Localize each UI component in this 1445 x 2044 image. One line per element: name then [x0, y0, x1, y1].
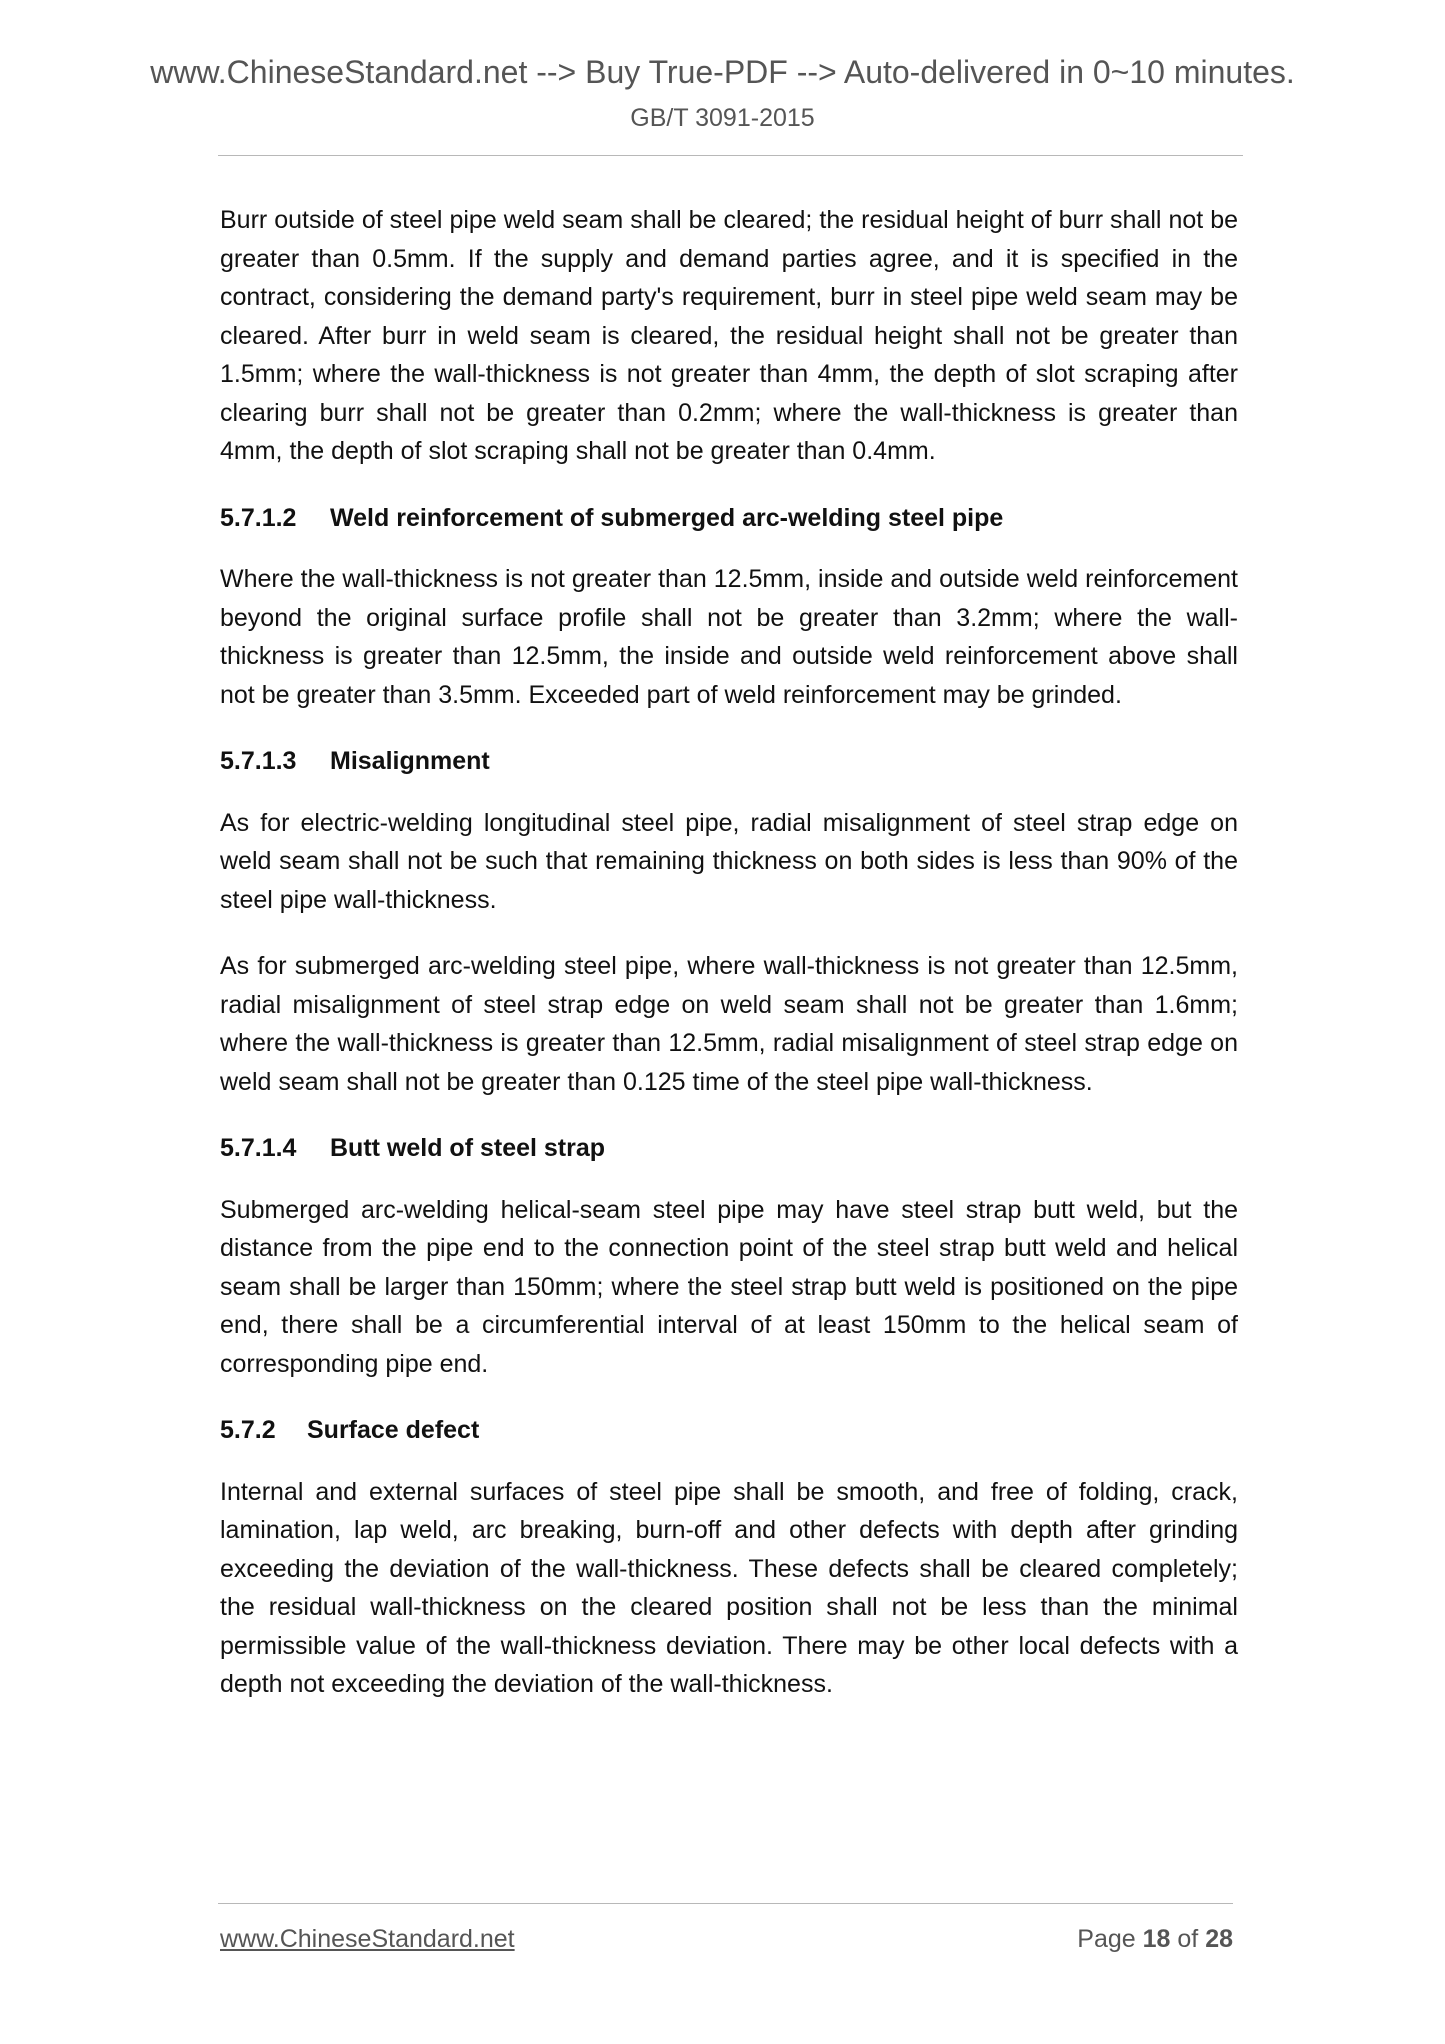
section-paragraph: As for submerged arc-welding steel pipe, where wall-thickness is not greater than 12.5mm, radial misalignment of steel strap edge on weld seam shall not be greater than 1.6mm; where the wall-thickness is greater than 12.5mm, radial misalignment of steel strap edge on weld seam shall not be greater than 0.125 time of the steel pipe wall-thickness. [220, 952, 1238, 1096]
footer-divider [218, 1903, 1233, 1904]
section-paragraph: Internal and external surfaces of steel pipe shall be smooth, and free of folding, crack, lamination, lap weld, arc breaking, burn-off and other defects with depth after grinding exceeding the deviation of the wall-thickness. These defects shall be cleared completely; the residual wall-thickness on the cleared position shall not be less than the minimal permissible value of the wall-thickness deviation. There may be other local defects with a depth not exceeding the deviation of the wall-thickness. [220, 1477, 1238, 1698]
header-divider [218, 155, 1243, 156]
page-footer [220, 1922, 1233, 1956]
section-paragraph: Submerged arc-welding helical-seam steel pipe may have steel strap butt weld, but the distance from the pipe end to the connection point of the steel strap butt weld and helical seam shall be larger than 150mm; where the steel strap butt weld is positioned on the pipe end, there shall be a circumferential interval of at least 150mm to the helical seam of corresponding pipe end. [220, 1195, 1238, 1378]
standard-code: GB/T 3091-2015 [630, 104, 815, 132]
page-label: Page [1077, 1925, 1136, 1953]
page-current: 18 [1142, 1925, 1171, 1953]
section-heading [220, 742, 1238, 781]
section-title: Surface defect [307, 1416, 480, 1444]
page-indicator [1077, 1922, 1233, 1956]
section-heading [220, 499, 1238, 538]
section-heading [220, 1411, 1238, 1450]
section-paragraph: Where the wall-thickness is not greater than 12.5mm, inside and outside weld reinforcement beyond the original surface profile shall not be greater than 3.2mm; where the wall-thickness is greater than 12.5mm, the inside and outside weld reinforcement above shall not be greater than 3.5mm. Exceeded part of weld reinforcement may be grinded. [220, 565, 1238, 709]
section-number: 5.7.1.2 [220, 503, 297, 532]
section-number: 5.7.1.4 [220, 1134, 297, 1162]
section-number: 5.7.2 [220, 1416, 276, 1444]
section-paragraph: As for electric-welding longitudinal steel pipe, radial misalignment of steel strap edge on weld seam shall not be such that remaining thickness on both sides is less than 90% of the steel pipe wall-thickness. [220, 808, 1238, 914]
section-number: 5.7.1.3 [220, 747, 297, 775]
section-title: Butt weld of steel strap [330, 1134, 606, 1162]
section-title: Misalignment [330, 747, 490, 775]
site-banner: www.ChineseStandard.net --> Buy True-PDF --> Auto-delivered in 0~10 minutes. [150, 54, 1295, 90]
page-total: 28 [1205, 1925, 1233, 1953]
footer-site-link[interactable]: www.ChineseStandard.net [220, 1925, 515, 1953]
section-heading [220, 1129, 1238, 1168]
document-body [220, 201, 1238, 1732]
page-of: of [1177, 1925, 1199, 1953]
section-title: Weld reinforcement of submerged arc-welding steel pipe [330, 503, 1004, 532]
intro-paragraph: Burr outside of steel pipe weld seam shall be cleared; the residual height of burr shall not be greater than 0.5mm. If the supply and demand parties agree, and it is specified in the contract, considering the demand party's requirement, burr in steel pipe weld seam may be cleared. After burr in weld seam is cleared, the residual height shall not be greater than 1.5mm; where the wall-thickness is not greater than 4mm, the depth of slot scraping after clearing burr shall not be greater than 0.2mm; where the wall-thickness is greater than 4mm, the depth of slot scraping shall not be greater than 0.4mm. [220, 206, 1238, 465]
